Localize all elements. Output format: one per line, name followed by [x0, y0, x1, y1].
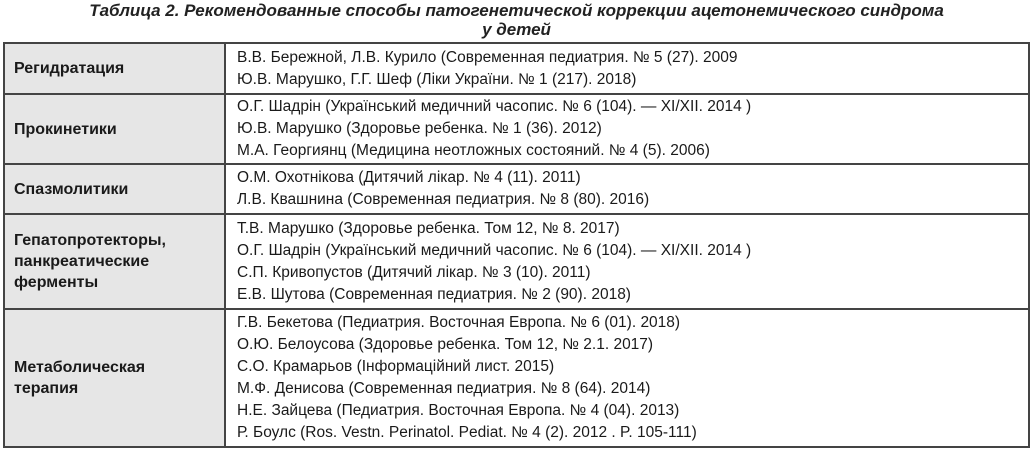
reference-item: Р. Боулс (Ros. Vestn. Perinatol. Pediat. № 4 (2). 2012 . P. 105-111)	[237, 424, 697, 441]
category-cell	[4, 164, 225, 214]
reference-item: О.Г. Шадрін (Український медичний часопис. № 6 (104). — XI/XII. 2014 )	[237, 98, 752, 115]
category-label: терапия	[14, 380, 79, 397]
recommendations-table	[3, 42, 1030, 448]
reference-item: Г.В. Бекетова (Педиатрия. Восточная Европа. № 6 (01). 2018)	[237, 314, 681, 331]
reference-item: Е.В. Шутова (Современная педиатрия. № 2 (90). 2018)	[237, 285, 631, 303]
category-label: панкреатические	[14, 253, 150, 270]
references-cell	[225, 94, 1029, 164]
category-label: ферменты	[14, 274, 99, 291]
caption-line-1: Таблица 2. Рекомендованные способы патогенетической коррекции ацетонемического синдрома	[89, 1, 944, 20]
table-row	[4, 94, 1029, 164]
table-caption	[3, 0, 1030, 42]
category-cell	[4, 214, 225, 309]
references-cell	[225, 309, 1029, 447]
reference-item: М.Ф. Денисова (Современная педиатрия. № 8 (64). 2014)	[237, 380, 651, 397]
category-label: Спазмолитики	[14, 180, 129, 198]
references-cell	[225, 214, 1029, 309]
caption-line-2: у детей	[482, 20, 551, 39]
reference-item: Н.Е. Зайцева (Педиатрия. Восточная Европа. № 4 (04). 2013)	[237, 402, 680, 419]
reference-item: Ю.В. Марушко (Здоровье ребенка. № 1 (36). 2012)	[237, 120, 602, 137]
reference-item: Т.В. Марушко (Здоровье ребенка. Том 12, № 8. 2017)	[237, 219, 620, 237]
category-label: Регидратация	[14, 60, 125, 77]
reference-item: М.А. Георгиянц (Медицина неотложных состояний. № 4 (5). 2006)	[237, 142, 710, 159]
table-row	[4, 214, 1029, 309]
table-row	[4, 164, 1029, 214]
reference-item: О.Ю. Белоусова (Здоровье ребенка. Том 12, № 2.1. 2017)	[237, 336, 654, 353]
reference-item: Л.В. Квашнина (Современная педиатрия. № 8 (80). 2016)	[237, 191, 650, 208]
reference-item: С.П. Кривопустов (Дитячий лікар. № 3 (10). 2011)	[237, 263, 591, 281]
reference-item: В.В. Бережной, Л.В. Курило (Современная педиатрия. № 5 (27). 2009	[237, 48, 738, 66]
reference-item: О.Г. Шадрін (Український медичний часопис. № 6 (104). — XI/XII. 2014 )	[237, 241, 752, 259]
references-cell	[225, 43, 1029, 94]
table-row	[4, 43, 1029, 94]
category-label: Метаболическая	[14, 359, 146, 376]
references-cell	[225, 164, 1029, 214]
category-cell	[4, 43, 225, 94]
category-label: Прокинетики	[14, 120, 117, 138]
reference-item: Ю.В. Марушко, Г.Г. Шеф (Ліки України. № 1 (217). 2018)	[237, 70, 637, 88]
category-cell	[4, 309, 225, 447]
category-cell	[4, 94, 225, 164]
reference-item: С.О. Крамарьов (Інформаційний лист. 2015)	[237, 358, 555, 375]
category-label: Гепатопротекторы,	[14, 232, 166, 249]
table-row	[4, 309, 1029, 447]
reference-item: О.М. Охотнікова (Дитячий лікар. № 4 (11). 2011)	[237, 169, 581, 186]
